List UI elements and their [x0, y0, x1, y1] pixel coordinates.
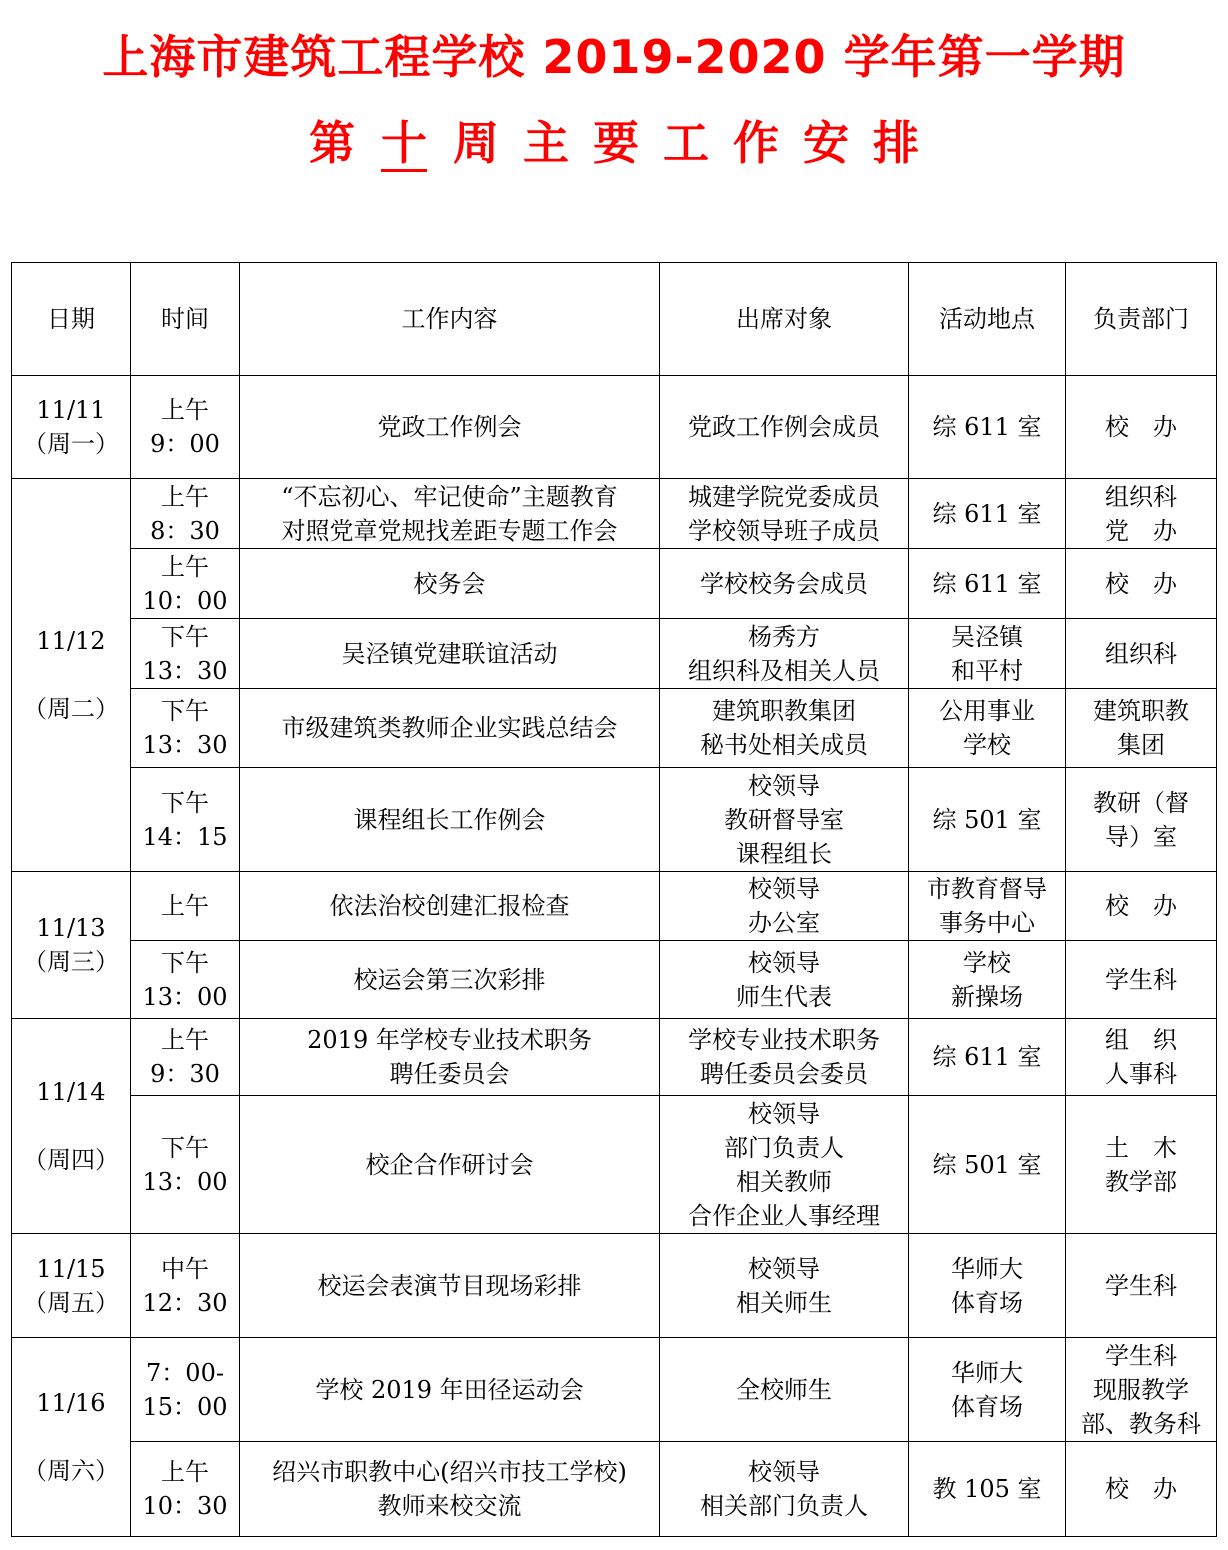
content-cell: 校运会第三次彩排	[240, 941, 660, 1019]
location-cell: 公用事业 学校	[909, 689, 1066, 768]
department-cell: 校 办	[1066, 376, 1217, 479]
content-cell: “不忘初心、牢记使命”主题教育 对照党章党规找差距专题工作会	[240, 479, 660, 549]
attendees-cell: 党政工作例会成员	[660, 376, 909, 479]
department-cell: 组织科 党 办	[1066, 479, 1217, 549]
header-row	[12, 263, 1217, 376]
table-row	[12, 1338, 1217, 1442]
department-cell: 校 办	[1066, 872, 1217, 941]
location-cell: 市教育督导 事务中心	[909, 872, 1066, 941]
table-row	[12, 376, 1217, 479]
table-row	[12, 549, 1217, 619]
location-cell: 学校 新操场	[909, 941, 1066, 1019]
table-row	[12, 479, 1217, 549]
location-cell: 华师大 体育场	[909, 1338, 1066, 1442]
date-cell: 11/16 （周六）	[12, 1338, 131, 1537]
title-word: 作	[733, 116, 779, 170]
table-row	[12, 619, 1217, 689]
table-row	[12, 768, 1217, 872]
header-content: 工作内容	[240, 263, 660, 376]
schedule-table	[11, 262, 1217, 1537]
title-word: 工	[663, 116, 709, 170]
time-cell: 下午 13：30	[131, 619, 240, 689]
department-cell: 学生科 现服教学 部、教务科	[1066, 1338, 1217, 1442]
attendees-cell: 建筑职教集团 秘书处相关成员	[660, 689, 909, 768]
title-word: 排	[873, 116, 919, 170]
content-cell: 校务会	[240, 549, 660, 619]
content-cell: 依法治校创建汇报检查	[240, 872, 660, 941]
time-cell: 下午 13：00	[131, 1096, 240, 1234]
content-cell: 校运会表演节目现场彩排	[240, 1234, 660, 1338]
table-row	[12, 1096, 1217, 1234]
header-date: 日期	[12, 263, 131, 376]
time-cell: 中午 12：30	[131, 1234, 240, 1338]
location-cell: 综 501 室	[909, 1096, 1066, 1234]
content-cell: 吴泾镇党建联谊活动	[240, 619, 660, 689]
title-prefix: 第	[309, 116, 355, 170]
time-cell: 上午	[131, 872, 240, 941]
location-cell: 综 501 室	[909, 768, 1066, 872]
content-cell: 课程组长工作例会	[240, 768, 660, 872]
date-cell: 11/15 （周五）	[12, 1234, 131, 1338]
department-cell: 学生科	[1066, 941, 1217, 1019]
attendees-cell: 城建学院党委成员 学校领导班子成员	[660, 479, 909, 549]
attendees-cell: 校领导 师生代表	[660, 941, 909, 1019]
attendees-cell: 校领导 部门负责人 相关教师 合作企业人事经理	[660, 1096, 909, 1234]
title-week-number: 十	[381, 116, 427, 170]
content-cell: 校企合作研讨会	[240, 1096, 660, 1234]
content-cell: 市级建筑类教师企业实践总结会	[240, 689, 660, 768]
table-row	[12, 1234, 1217, 1338]
time-cell: 下午 13：00	[131, 941, 240, 1019]
department-cell: 组 织 人事科	[1066, 1019, 1217, 1096]
department-cell: 土 木 教学部	[1066, 1096, 1217, 1234]
location-cell: 综 611 室	[909, 479, 1066, 549]
location-cell: 华师大 体育场	[909, 1234, 1066, 1338]
attendees-cell: 全校师生	[660, 1338, 909, 1442]
attendees-cell: 校领导 相关部门负责人	[660, 1442, 909, 1537]
title-line-2	[0, 112, 1228, 174]
content-cell: 2019 年学校专业技术职务 聘任委员会	[240, 1019, 660, 1096]
date-cell: 11/11 （周一）	[12, 376, 131, 479]
attendees-cell: 校领导 相关师生	[660, 1234, 909, 1338]
location-cell: 综 611 室	[909, 376, 1066, 479]
date-cell: 11/12 （周二）	[12, 479, 131, 872]
attendees-cell: 学校专业技术职务 聘任委员会委员	[660, 1019, 909, 1096]
table-row	[12, 1019, 1217, 1096]
content-cell: 绍兴市职教中心(绍兴市技工学校) 教师来校交流	[240, 1442, 660, 1537]
time-cell: 下午 13：30	[131, 689, 240, 768]
header-location: 活动地点	[909, 263, 1066, 376]
department-cell: 学生科	[1066, 1234, 1217, 1338]
time-cell: 下午 14：15	[131, 768, 240, 872]
time-cell: 上午 10：30	[131, 1442, 240, 1537]
table-row	[12, 872, 1217, 941]
location-cell: 综 611 室	[909, 1019, 1066, 1096]
table-row	[12, 941, 1217, 1019]
time-cell: 上午 9：00	[131, 376, 240, 479]
department-cell: 校 办	[1066, 1442, 1217, 1537]
header-attendees: 出席对象	[660, 263, 909, 376]
time-cell: 7：00- 15：00	[131, 1338, 240, 1442]
table-row	[12, 1442, 1217, 1537]
content-cell: 学校 2019 年田径运动会	[240, 1338, 660, 1442]
header-time: 时间	[131, 263, 240, 376]
department-cell: 组织科	[1066, 619, 1217, 689]
attendees-cell: 杨秀方 组织科及相关人员	[660, 619, 909, 689]
title-word: 主	[523, 116, 569, 170]
time-cell: 上午 8：30	[131, 479, 240, 549]
title-line-1: 上海市建筑工程学校 2019-2020 学年第一学期	[102, 30, 1126, 84]
header-department: 负责部门	[1066, 263, 1217, 376]
content-cell: 党政工作例会	[240, 376, 660, 479]
attendees-cell: 校领导 教研督导室 课程组长	[660, 768, 909, 872]
title-word: 安	[803, 116, 849, 170]
title-word: 周	[453, 116, 499, 170]
location-cell: 综 611 室	[909, 549, 1066, 619]
location-cell: 教 105 室	[909, 1442, 1066, 1537]
attendees-cell: 学校校务会成员	[660, 549, 909, 619]
date-cell: 11/14 （周四）	[12, 1019, 131, 1234]
department-cell: 建筑职教 集团	[1066, 689, 1217, 768]
time-cell: 上午 10：00	[131, 549, 240, 619]
table-row	[12, 689, 1217, 768]
department-cell: 校 办	[1066, 549, 1217, 619]
attendees-cell: 校领导 办公室	[660, 872, 909, 941]
time-cell: 上午 9：30	[131, 1019, 240, 1096]
location-cell: 吴泾镇 和平村	[909, 619, 1066, 689]
title-word: 要	[593, 116, 639, 170]
date-cell: 11/13 （周三）	[12, 872, 131, 1019]
department-cell: 教研（督 导）室	[1066, 768, 1217, 872]
